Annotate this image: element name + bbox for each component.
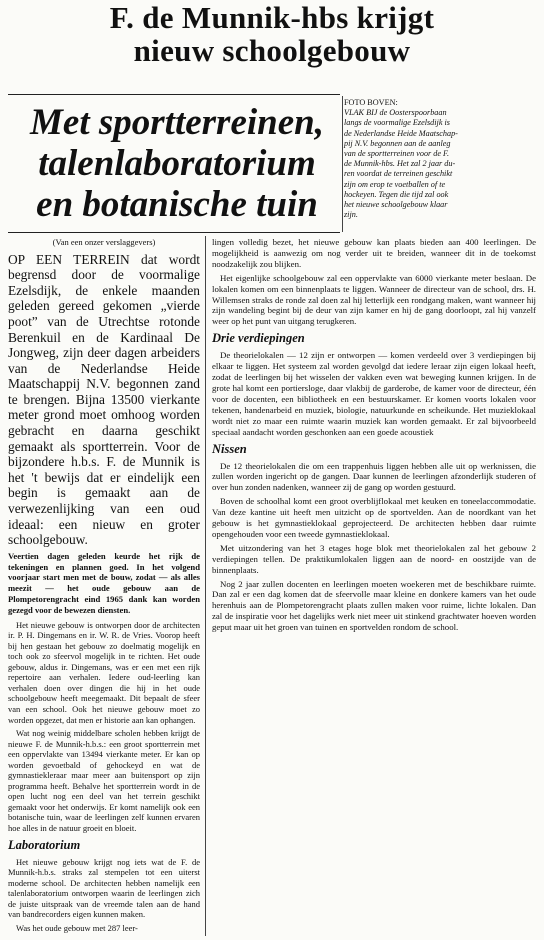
body-paragraph: De theorielokalen — 12 zijn er ontworpen — komen verdeeld over 3 verdiepingen bij elkaar te liggen. Het systeem zal worden gevolgd dat iedere leraar zijn eigen lokaal heeft, zodat de leerlingen bij het wisselen der vakken even wat beweging kunnen krijgen. In de grote hal komt een portiersloge, daar vlakbij de garderobe, de kamer voor de directeur, één voor de docenten, een bibliotheek en een bestuurskamer. Er komen voorts lokalen voor tekenen, handenarbeid en muziek, biologie, natuurkunde en scheikunde. Het muzieklokaal wordt niet zo maar een ruimte waarin muziek kan worden gemaakt. Er zal bijvoorbeeld speciaal aandacht worden geschonken aan een goede acoustiek <box>212 350 536 437</box>
reporter-credit: (Van een onzer verslaggevers) <box>52 237 156 247</box>
subheadline-line-1: Met sportterreinen, <box>30 102 324 143</box>
article-column-2 <box>212 237 536 636</box>
subheadline-line-3: en botanische tuin <box>36 184 318 225</box>
caption-line: zijn. <box>344 210 358 220</box>
photo-caption <box>344 98 532 220</box>
body-paragraph: Was het oude gebouw met 287 leer- <box>16 922 138 933</box>
caption-line: hockeyen. Tegen die tijd zal ook <box>344 189 449 199</box>
caption-line: de Munnik-hbs. Het zal 2 jaar du- <box>344 159 456 169</box>
caption-label: FOTO BOVEN: <box>344 98 398 107</box>
subheading-nissen: Nissen <box>212 441 247 456</box>
subheadline-line-2: talenlaboratorium <box>38 143 316 184</box>
caption-line: de Nederlandse Heide Maatschap- <box>344 128 458 138</box>
body-paragraph: Het nieuwe gebouw krijgt nog iets wat de F. de Munnik-h.b.s. straks zal stempelen tot een uiterst moderne school. De architecten hebben namelijk een talenlaboratorium ontworpen waarin de leerlingen zich de juiste uitspraak van de vreemde talen aan de hand van bandrecorders eigen kunnen maken. <box>8 856 200 920</box>
headline-line-1: F. de Munnik-hbs krijgt <box>109 0 435 35</box>
body-paragraph: Met uitzondering van het 3 etages hoge blok met theorielokalen zal het gebouw 2 verdiepingen tellen. De praktikumlokalen liggen aan de noord- en oostzijde van de binnenplaats. <box>212 542 536 575</box>
column-divider <box>205 236 206 936</box>
caption-line: VLAK BIJ de Oosterspoorbaan <box>344 108 447 118</box>
lead-paragraph: OP EEN TERREIN dat wordt begrensd door de voormalige Ezelsdijk, de enkele maanden geleden gereed gekomen „vierde poot” van de Utrechtse rotonde Berenkuil en de Kardinaal De Jongweg, zijn deer dagen arbeiders van de Nederlandse Heide Maatschappij N.V. begonnen zand te brengen. Bijna 13500 vierkante meter grond moet omhoog worden gebracht en daarna geschikt gemaakt als sportterrein. Voor de bijzondere h.b.s. F. de Munnik is het 't bewijs dat er eindelijk een begin is gemaakt aan de verwezenlijking van een oud ideaal: een nieuw en groter schoolgebouw. <box>8 251 200 548</box>
article-column-1 <box>8 237 200 936</box>
bold-paragraph: Veertien dagen geleden keurde het rijk de tekeningen en plannen goed. In het volgend voorjaar start men met de bouw, zodat — als alles meezit — het oude gebouw aan de Plompetorengracht eind 1965 dank kan worden gezegd voor de bewezen diensten. <box>8 550 200 615</box>
subheading-drie-verdiepingen: Drie verdiepingen <box>212 331 305 346</box>
body-paragraph: Het nieuwe gebouw is ontworpen door de architecten ir. P. H. Dingemans en ir. W. R. de Vries. Voorop heeft bij hen gestaan het gebouw zo doelmatig mogelijk en toch ook zo sfeervol mogelijk in te richten. Het oude gebouw, aldus ir. Dingemans, was er een met een rijk repertoire aan verhalen. Iedere oud-leerling kan verhalen doen over dingen die hij in het oude schoolgebouw heeft meegemaakt. Dit bepaalt de sfeer van een school. Ook het nieuwe gebouw moet zo worden opgezet, dat men er historie aan kan ophangen. <box>8 619 200 725</box>
body-paragraph: Boven de schoolhal komt een groot overblijflokaal met keuken en toneelaccommodatie. Van deze kantine uit heeft men uitzicht op de sportvelden. Aan de noordkant van het gebouw is het gymnastieklokaal geprojecteerd. De architecten hebben daar ruimte opengehouden voor een tweede gymnastieklokaal. <box>212 496 536 539</box>
body-paragraph: lingen volledig bezet, het nieuwe gebouw kan plaats bieden aan 400 leerlingen. De mogelijkheid is aanwezig om nog verder uit te breiden, wanneer dit in de toekomst noodzakelijk zou blijken. <box>212 237 536 269</box>
subheadline-divider <box>8 232 340 233</box>
subheading-laboratorium: Laboratorium <box>8 837 81 852</box>
headline-divider <box>8 94 340 95</box>
caption-line: van de sportterreinen voor de F. <box>344 149 450 159</box>
headline-line-2: nieuw schoolgebouw <box>133 33 411 68</box>
caption-divider <box>342 96 343 232</box>
caption-line: pij N.V. begonnen aan de aanleg <box>344 138 451 148</box>
caption-line: ren voordat de terreinen geschikt <box>344 169 453 179</box>
body-paragraph: Wat nog weinig middelbare scholen hebben krijgt de nieuwe F. de Munnik-h.b.s.: een groot sportterrein met een oppervlakte van 13494 vierkante meter. Er kan op worden gevoetbald of gehockeyd en wat de gymnastiekleraar maar meer aan buitensport op zijn programma heeft. Behalve het sportterrein wordt in de open lucht nog een deel van het terrein geschikt gemaakt voor het onderwijs. Er komt namelijk ook een botanische tuin, waar de leerlingen zelf kunnen ervaren hoe alles in de natuur groeit en bloeit. <box>8 728 200 833</box>
caption-line: zijn om erop te voetballen of te <box>344 179 446 189</box>
caption-line: langs de voormalige Ezelsdijk is <box>344 118 450 128</box>
body-paragraph: De 12 theorielokalen die om een trappenhuis liggen hebben alle uit op werknissen, die zullen worden ingericht op de gangen. Daar kunnen de leerlingen afzonderlijk studeren of over hun zonden nadenken, wanneer zij de gang op worden gestuurd. <box>212 460 536 493</box>
body-paragraph: Nog 2 jaar zullen docenten en leerlingen moeten woekeren met de beschikbare ruimte. Dan zal er een dag komen dat de sfeervolle maar kleine en donkere kamers van het oude herenhuis aan de Plompetorengracht plaats zullen maken voor ruime, lichte lokalen. Dan zal de inspiratie voor het dagelijks werk niet meer uit stinkend grachtwater hoeven worden geput maar uit het groen van tuinen en sportvelden rondom de school. <box>212 578 536 633</box>
caption-line: het nieuwe schoolgebouw klaar <box>344 200 448 210</box>
body-paragraph: Het eigenlijke schoolgebouw zal een oppervlakte van 6000 vierkante meter beslaan. De lokalen komen om een binnenplaats te liggen. Wanneer de directeur van de school, drs. H. Willemsen straks de ronde zal doen zal hij letterlijk een rondgang maken, want wanneer hij zijn wandeling begint bij de deur van zijn kamer en hij de gang doorloopt, zal hij vanzelf weer op het punt van uitgang terugkeren. <box>212 272 536 327</box>
